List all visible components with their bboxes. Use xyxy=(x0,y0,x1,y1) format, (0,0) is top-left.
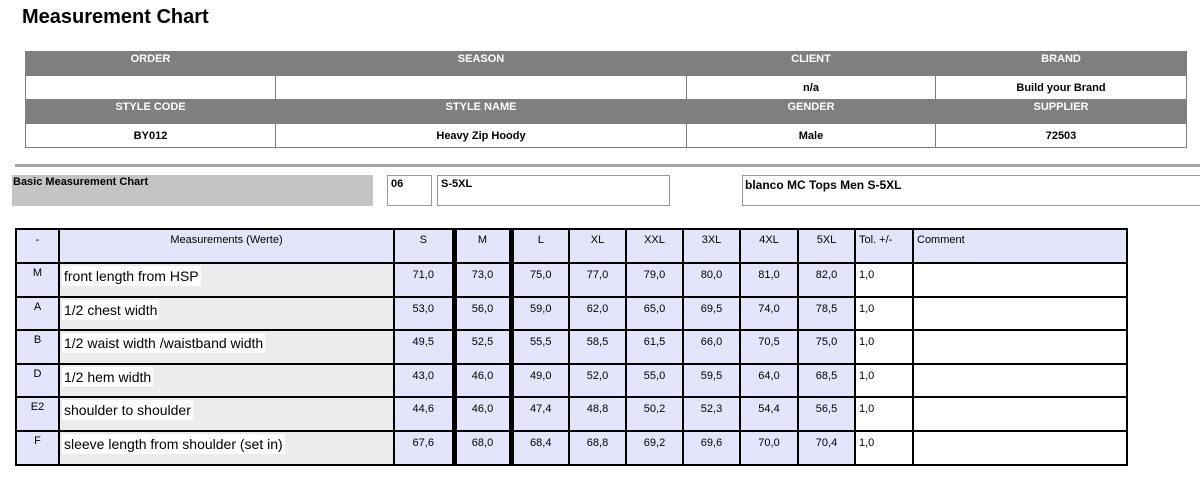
size-value-5xl: 82,0 xyxy=(798,263,855,297)
order-label: ORDER xyxy=(26,52,276,76)
size-header-xxl: XXL xyxy=(626,229,683,263)
size-value-4xl: 54,4 xyxy=(740,397,798,431)
size-value-xxl: 65,0 xyxy=(626,297,683,331)
measurement-name-cell xyxy=(59,364,394,398)
measurement-code: F xyxy=(16,431,59,465)
tolerance-column-header: Tol. +/- xyxy=(855,229,913,263)
section-divider xyxy=(15,164,1200,167)
size-value-m: 68,0 xyxy=(454,431,511,465)
size-value-xl: 62,0 xyxy=(569,297,626,331)
measurement-column-header: Measurements (Werte) xyxy=(59,229,394,263)
tolerance-value: 1,0 xyxy=(855,263,913,297)
measurement-name-cell xyxy=(59,397,394,431)
measurement-code: D xyxy=(16,364,59,398)
measurement-name: 1/2 waist width /waistband width xyxy=(64,335,264,352)
table-header-row xyxy=(16,229,1127,263)
page-title: Measurement Chart xyxy=(22,6,209,28)
size-value-m: 52,5 xyxy=(454,330,511,364)
tolerance-value: 1,0 xyxy=(855,431,913,465)
size-value-l: 49,0 xyxy=(511,364,569,398)
style-code-value: BY012 xyxy=(26,124,276,148)
size-value-l: 68,4 xyxy=(511,431,569,465)
tolerance-value: 1,0 xyxy=(855,330,913,364)
table-row xyxy=(16,330,1127,364)
size-value-xxl: 50,2 xyxy=(626,397,683,431)
brand-label: BRAND xyxy=(936,52,1187,76)
measurement-name-cell xyxy=(59,297,394,331)
size-header-s: S xyxy=(394,229,454,263)
comment-cell xyxy=(913,297,1127,331)
size-value-l: 59,0 xyxy=(511,297,569,331)
size-header-4xl: 4XL xyxy=(740,229,798,263)
size-value-5xl: 78,5 xyxy=(798,297,855,331)
basic-chart-label: Basic Measurement Chart xyxy=(12,175,373,206)
size-value-xxl: 79,0 xyxy=(626,263,683,297)
gender-value: Male xyxy=(687,124,936,148)
size-value-3xl: 69,6 xyxy=(683,431,740,465)
size-value-l: 75,0 xyxy=(511,263,569,297)
comment-cell xyxy=(913,263,1127,297)
measurement-name: front length from HSP xyxy=(64,268,199,284)
measurement-name-cell xyxy=(59,263,394,297)
client-label: CLIENT xyxy=(687,52,936,76)
size-value-5xl: 68,5 xyxy=(798,364,855,398)
measurement-table xyxy=(15,228,1128,466)
size-value-m: 46,0 xyxy=(454,364,511,398)
season-value xyxy=(276,76,687,100)
brand-value: Build your Brand xyxy=(936,76,1187,100)
size-header-xl: XL xyxy=(569,229,626,263)
size-value-xl: 77,0 xyxy=(569,263,626,297)
comment-cell xyxy=(913,364,1127,398)
size-value-xxl: 69,2 xyxy=(626,431,683,465)
size-value-3xl: 66,0 xyxy=(683,330,740,364)
size-value-4xl: 74,0 xyxy=(740,297,798,331)
code-column-header: - xyxy=(16,229,59,263)
table-row xyxy=(16,397,1127,431)
comment-column-header: Comment xyxy=(913,229,1127,263)
size-value-s: 44,6 xyxy=(394,397,454,431)
size-header-5xl: 5XL xyxy=(798,229,855,263)
size-value-xxl: 61,5 xyxy=(626,330,683,364)
table-row xyxy=(16,297,1127,331)
measurement-name-cell xyxy=(59,330,394,364)
size-header-m: M xyxy=(454,229,511,263)
size-value-m: 73,0 xyxy=(454,263,511,297)
size-value-3xl: 59,5 xyxy=(683,364,740,398)
size-value-xl: 52,0 xyxy=(569,364,626,398)
size-value-xl: 68,8 xyxy=(569,431,626,465)
season-label: SEASON xyxy=(276,52,687,76)
supplier-value: 72503 xyxy=(936,124,1187,148)
size-value-m: 56,0 xyxy=(454,297,511,331)
size-value-xl: 58,5 xyxy=(569,330,626,364)
measurement-code: A xyxy=(16,297,59,331)
size-value-3xl: 69,5 xyxy=(683,297,740,331)
table-row xyxy=(16,263,1127,297)
measurement-name: sleeve length from shoulder (set in) xyxy=(64,435,283,452)
measurement-name-cell xyxy=(59,431,394,465)
order-info-table xyxy=(25,51,1187,148)
comment-cell xyxy=(913,431,1127,465)
measurement-name: 1/2 hem width xyxy=(64,368,152,385)
size-value-4xl: 70,5 xyxy=(740,330,798,364)
table-row xyxy=(16,364,1127,398)
style-name-value: Heavy Zip Hoody xyxy=(276,124,687,148)
size-value-s: 53,0 xyxy=(394,297,454,331)
size-value-3xl: 52,3 xyxy=(683,397,740,431)
measurement-code: M xyxy=(16,263,59,297)
tolerance-value: 1,0 xyxy=(855,397,913,431)
measurement-name: shoulder to shoulder xyxy=(64,402,191,419)
size-value-s: 71,0 xyxy=(394,263,454,297)
measurement-code: E2 xyxy=(16,397,59,431)
supplier-label: SUPPLIER xyxy=(936,100,1187,124)
size-value-3xl: 80,0 xyxy=(683,263,740,297)
size-value-4xl: 64,0 xyxy=(740,364,798,398)
comment-cell xyxy=(913,397,1127,431)
size-value-5xl: 75,0 xyxy=(798,330,855,364)
size-value-s: 49,5 xyxy=(394,330,454,364)
size-value-xxl: 55,0 xyxy=(626,364,683,398)
tolerance-value: 1,0 xyxy=(855,297,913,331)
tolerance-value: 1,0 xyxy=(855,364,913,398)
comment-cell xyxy=(913,330,1127,364)
size-value-xl: 48,8 xyxy=(569,397,626,431)
size-value-4xl: 70,0 xyxy=(740,431,798,465)
client-value: n/a xyxy=(687,76,936,100)
size-header-l: L xyxy=(511,229,569,263)
size-value-m: 46,0 xyxy=(454,397,511,431)
chart-code-field: 06 xyxy=(387,175,432,206)
chart-description-field: blanco MC Tops Men S-5XL xyxy=(742,175,1200,206)
size-value-s: 67,6 xyxy=(394,431,454,465)
style-name-label: STYLE NAME xyxy=(276,100,687,124)
size-value-5xl: 70,4 xyxy=(798,431,855,465)
gender-label: GENDER xyxy=(687,100,936,124)
size-value-5xl: 56,5 xyxy=(798,397,855,431)
size-range-field: S-5XL xyxy=(437,175,670,206)
size-header-3xl: 3XL xyxy=(683,229,740,263)
size-value-4xl: 81,0 xyxy=(740,263,798,297)
size-value-l: 55,5 xyxy=(511,330,569,364)
table-row xyxy=(16,431,1127,465)
measurement-code: B xyxy=(16,330,59,364)
size-value-s: 43,0 xyxy=(394,364,454,398)
measurement-name: 1/2 chest width xyxy=(64,301,158,318)
size-value-l: 47,4 xyxy=(511,397,569,431)
style-code-label: STYLE CODE xyxy=(26,100,276,124)
order-value xyxy=(26,76,276,100)
